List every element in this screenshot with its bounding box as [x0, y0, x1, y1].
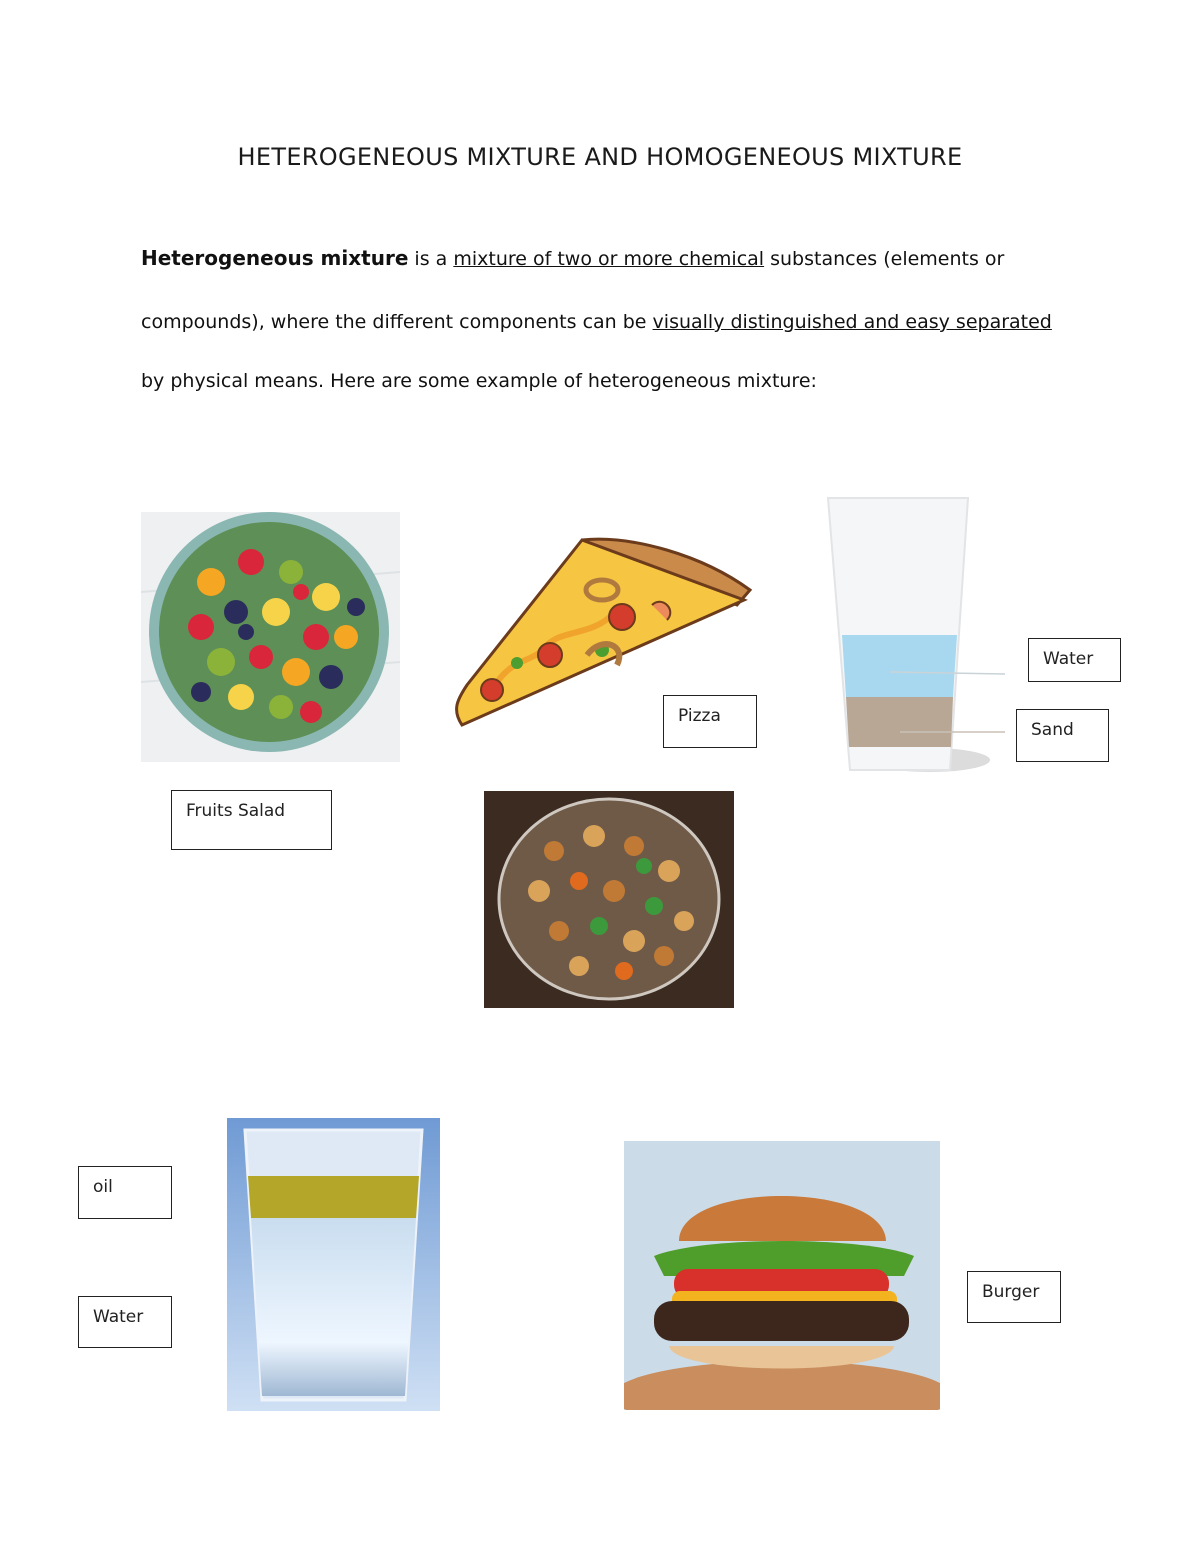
pizza-label: Pizza	[663, 695, 757, 748]
oil-label: oil	[78, 1166, 172, 1219]
definition-line-1	[141, 246, 1101, 270]
definition-term: Heterogeneous mixture	[141, 246, 409, 270]
snack-mix-photo	[484, 791, 734, 1008]
definition-line-3: by physical means. Here are some example of heterogeneous mixture:	[141, 370, 817, 392]
definition-line-2	[141, 311, 1101, 333]
fruits-salad-label: Fruits Salad	[171, 790, 332, 850]
water-label-top: Water	[1028, 638, 1121, 682]
definition-underline: mixture of two or more chemical	[453, 248, 765, 270]
fruit-salad-photo	[141, 512, 400, 762]
water-label-bottom: Water	[78, 1296, 172, 1348]
definition-text: substances (elements or	[764, 248, 1005, 270]
definition-text: compounds), where the different components can be	[141, 311, 653, 333]
sand-label: Sand	[1016, 709, 1109, 762]
sand-water-glass-illustration	[820, 492, 1020, 782]
burger-photo	[624, 1141, 940, 1410]
definition-underline: visually distinguished and easy separated	[652, 311, 1052, 333]
oil-water-glass-photo	[227, 1118, 440, 1411]
page-title: HETEROGENEOUS MIXTURE AND HOMOGENEOUS MIXTURE	[237, 143, 963, 171]
definition-text: is a	[408, 248, 454, 270]
burger-label: Burger	[967, 1271, 1061, 1323]
